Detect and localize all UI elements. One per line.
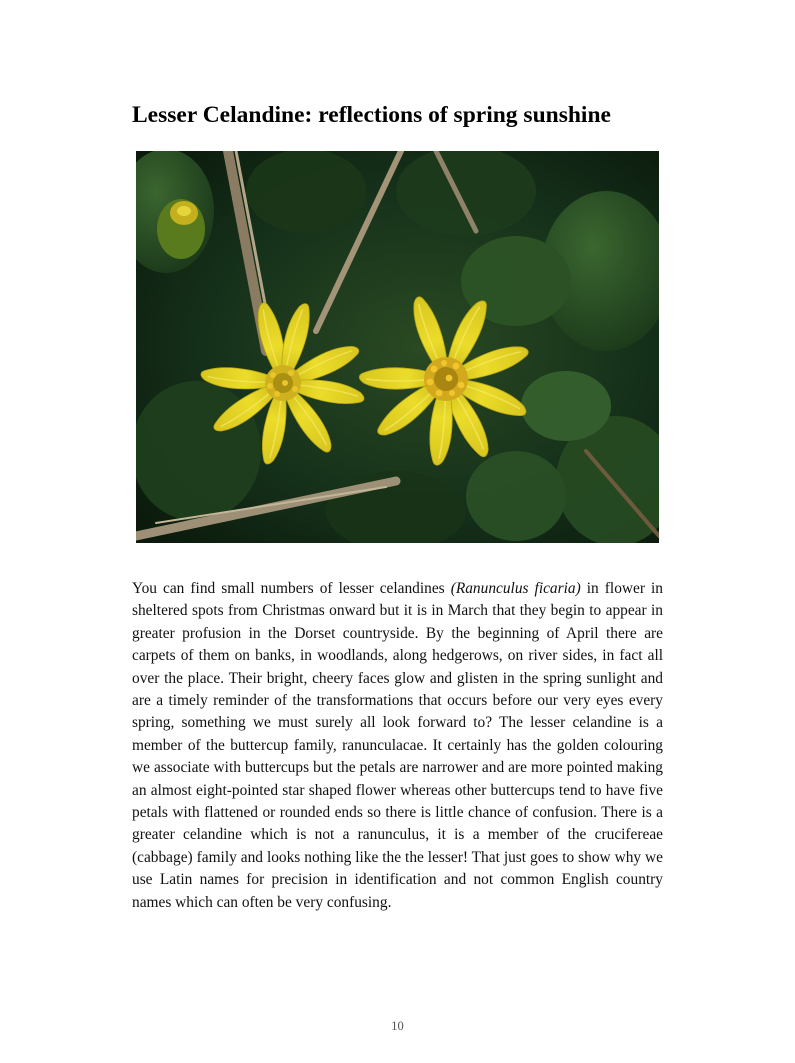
paragraph-intro: You can find small numbers of lesser celandines <box>132 580 451 597</box>
page-number: 10 <box>391 1019 404 1033</box>
page-title: Lesser Celandine: reflections of spring sunshine <box>132 102 611 128</box>
latin-name: (Ranunculus ficaria) <box>450 580 581 597</box>
paragraph-body: in flower in sheltered spots from Christmas onward but it is in March that they begin to appear in greater profusion in the Dorset countryside. By the beginning of April there are carpets of them on banks, in woodlands, along hedgerows, on river sides, in fact all over the place. Their bright, cheery faces glow and glisten in the spring sunlight and are a timely reminder of the transformations that occurs before our very eyes every spring, something we must surely all look forward to? The lesser celandine is a member of the buttercup family, ranunculacae. It certainly has the golden colouring we associate with buttercups but the petals are narrower and are more pointed making an almost eight-pointed star shaped flower whereas other buttercups tend to have five petals with flattened or rounded ends so there is little chance of confusion. There is a greater celandine which is not a ranunculus, it is a member of the crucifereae (cabbage) family and looks nothing like the the lesser! That just goes to show why we use Latin names for precision in identification and not common English country names which can often be very confusing. <box>132 580 663 911</box>
flower-bud <box>157 199 205 259</box>
article-paragraph <box>132 578 663 914</box>
celandine-photo <box>136 151 659 543</box>
